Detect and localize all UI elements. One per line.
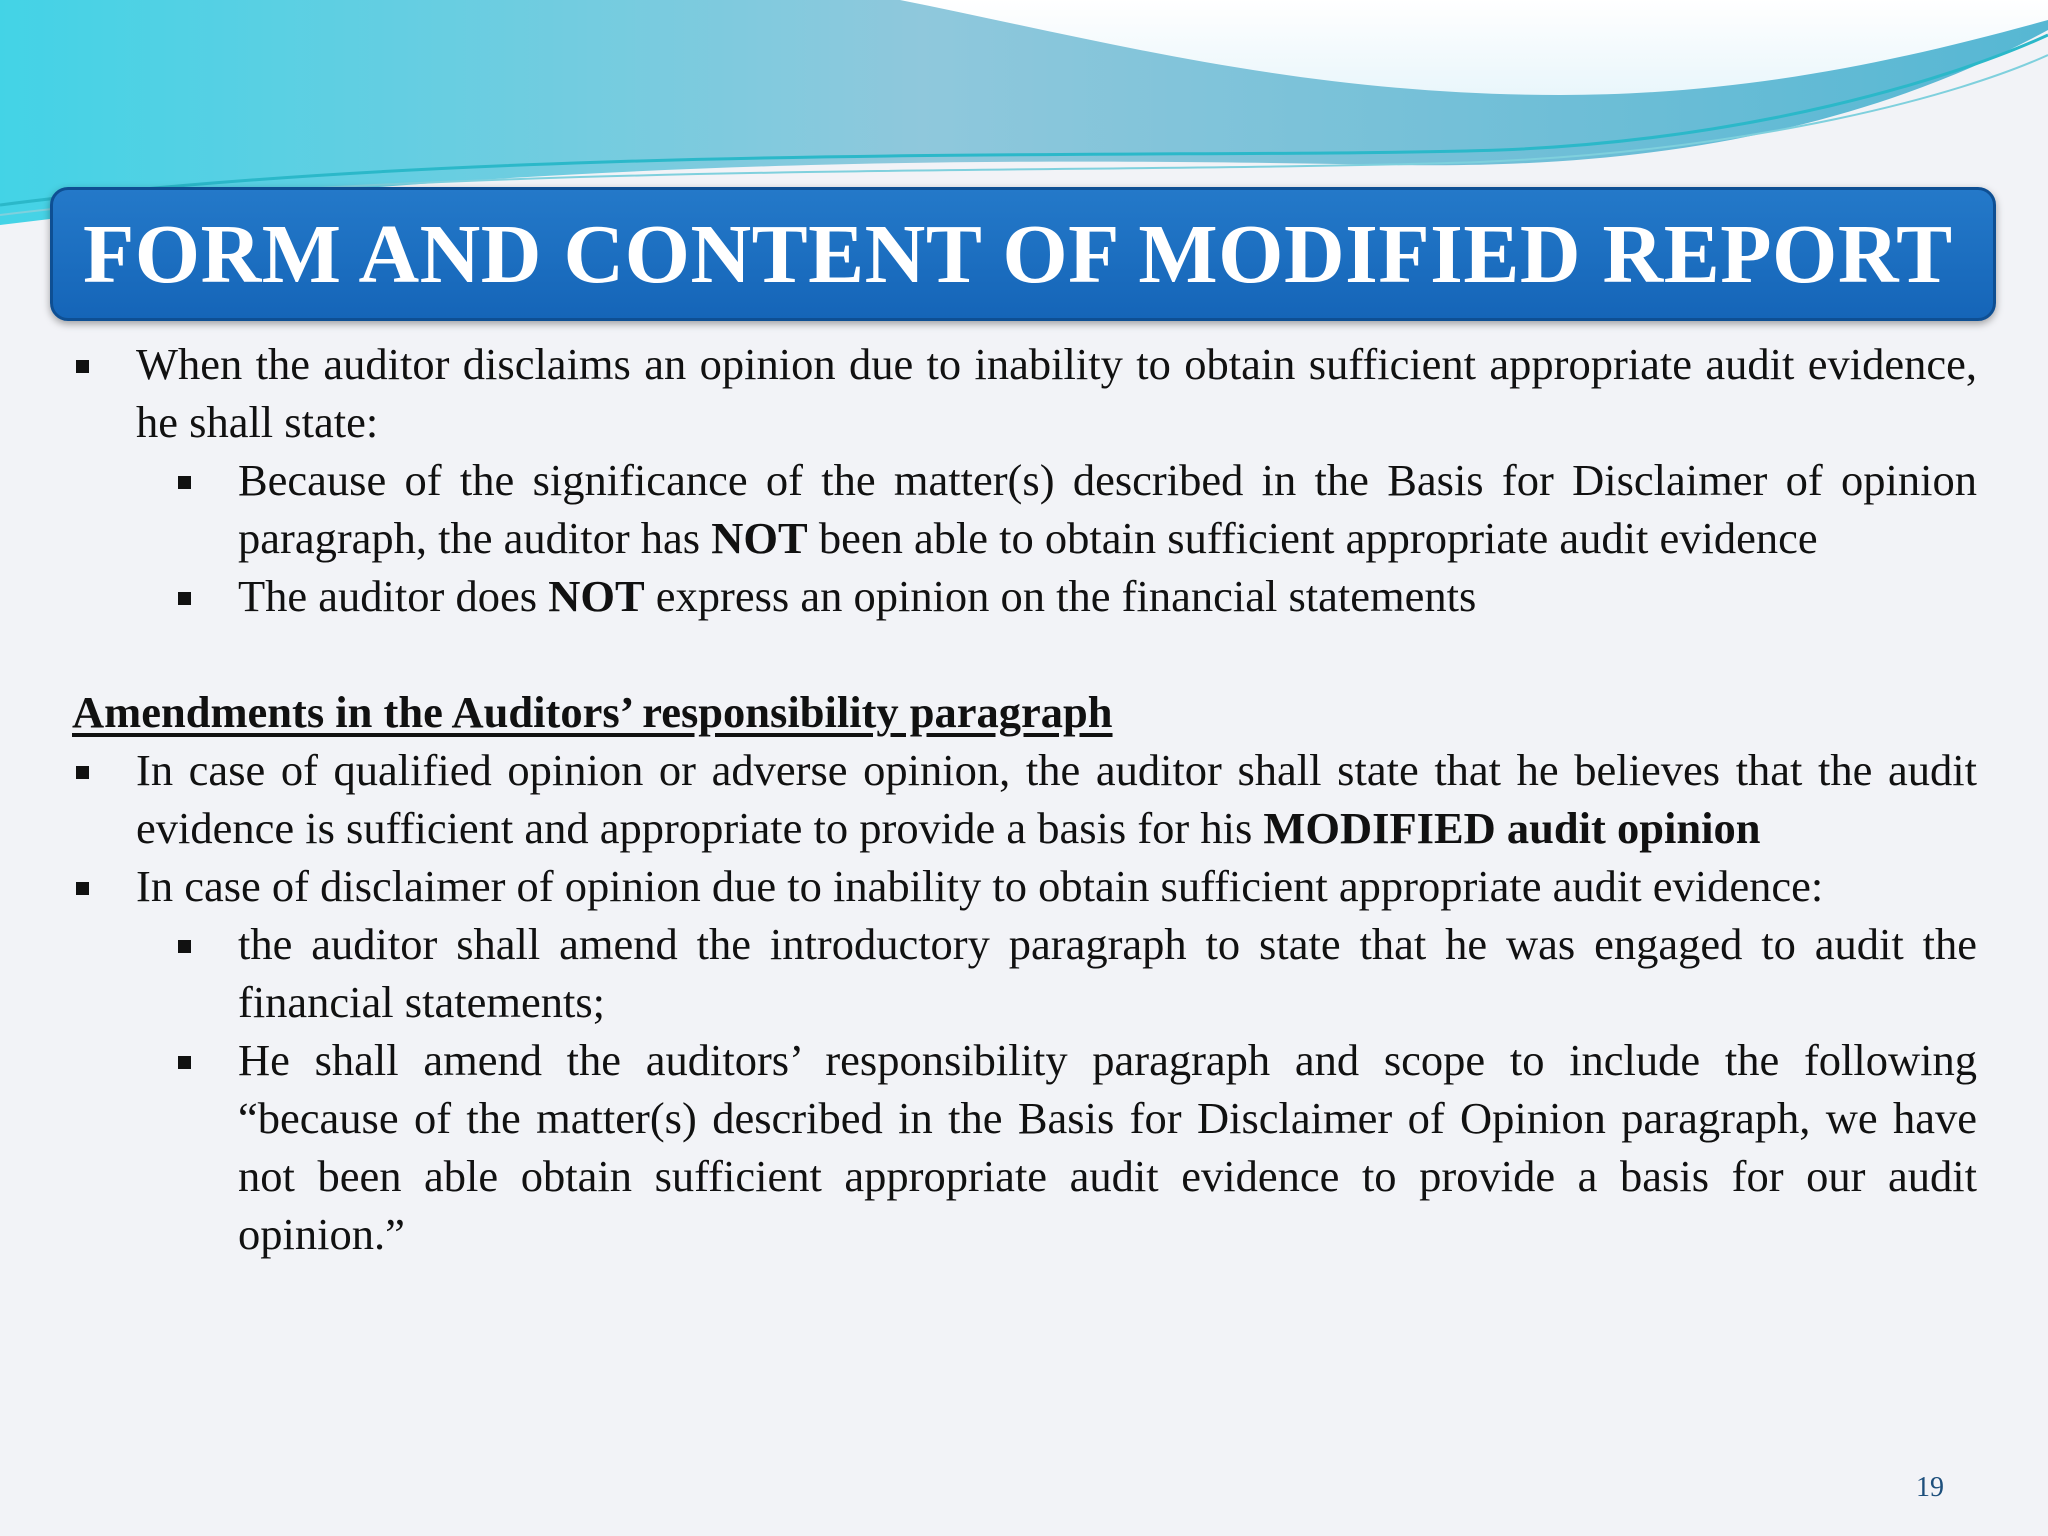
emphasis-text: MODIFIED audit opinion	[1263, 803, 1761, 853]
sub-bullet-item	[72, 451, 1977, 567]
sub-bullet-item	[72, 1031, 1977, 1263]
slide-title: FORM AND CONTENT OF MODIFIED REPORT	[83, 207, 1953, 301]
slide-body	[72, 335, 1977, 1263]
square-bullet-icon	[178, 592, 191, 605]
square-bullet-icon	[76, 766, 89, 779]
bullet-item	[72, 857, 1977, 915]
sub-bullet-item	[72, 567, 1977, 625]
bullet-text: Because of the significance of the matter(s) described in the Basis for Disclaimer of opinion paragraph, the auditor has	[238, 455, 1977, 563]
bullet-text: In case of qualified opinion or adverse opinion, the auditor shall state that he believes that the audit evidence is sufficient and appropriate to provide a basis for his	[136, 745, 1977, 853]
square-bullet-icon	[178, 1056, 191, 1069]
page-number: 19	[1916, 1472, 1944, 1503]
emphasis-text: NOT	[711, 513, 808, 563]
sub-bullet-item	[72, 915, 1977, 1031]
square-bullet-icon	[178, 476, 191, 489]
emphasis-text: NOT	[548, 571, 645, 621]
bullet-text: The auditor does	[238, 571, 549, 621]
bullet-item	[72, 335, 1977, 451]
title-banner	[50, 187, 1996, 321]
bullet-text: In case of disclaimer of opinion due to inability to obtain sufficient appropriate audit evidence:	[136, 861, 1824, 911]
square-bullet-icon	[178, 940, 191, 953]
bullet-text: When the auditor disclaims an opinion due to inability to obtain sufficient appropriate audit evidence, he shall state:	[136, 339, 1977, 447]
bullet-text: the auditor shall amend the introductory paragraph to state that he was engaged to audit the financial statements;	[238, 919, 1977, 1027]
bullet-item	[72, 741, 1977, 857]
bullet-text: He shall amend the auditors’ responsibility paragraph and scope to include the following “because of the matter(s) described in the Basis for Disclaimer of Opinion paragraph, we have not been able obtain sufficient appropriate audit evidence to provide a basis for our audit opinion.”	[238, 1035, 1977, 1259]
square-bullet-icon	[76, 882, 89, 895]
section-heading: Amendments in the Auditors’ responsibility paragraph	[72, 687, 1113, 737]
square-bullet-icon	[76, 360, 89, 373]
bullet-text: express an opinion on the financial statements	[644, 571, 1477, 621]
bullet-text: been able to obtain sufficient appropriate audit evidence	[807, 513, 1818, 563]
